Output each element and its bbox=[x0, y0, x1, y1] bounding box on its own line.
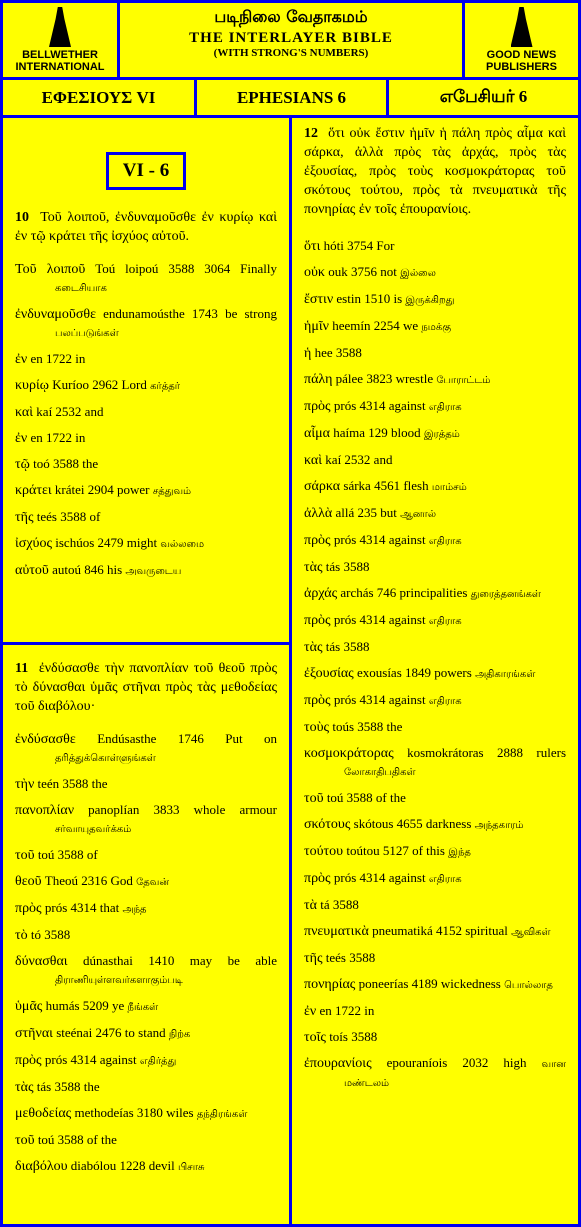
greek-word: ἡμῖν bbox=[304, 319, 329, 334]
transliteration: sárka 4561 flesh bbox=[343, 478, 429, 493]
word-entry bbox=[304, 744, 566, 781]
tamil-gloss: திராணியுள்ளவர்களாகும்படி bbox=[55, 975, 183, 986]
transliteration: Kuríoo 2962 Lord bbox=[52, 377, 147, 392]
greek-word: θεοῦ bbox=[15, 874, 42, 889]
greek-word: ἰσχύος bbox=[15, 536, 53, 551]
transliteration: toú 3588 of the bbox=[326, 790, 406, 805]
greek-word: διαβόλου bbox=[15, 1159, 68, 1174]
transliteration: estin 1510 is bbox=[336, 291, 403, 306]
transliteration: en 1722 in bbox=[30, 351, 86, 366]
word-entry bbox=[304, 263, 566, 282]
tamil-gloss: எதிராக bbox=[428, 616, 462, 627]
word-entry bbox=[15, 403, 277, 421]
bellwether-logo-text: BELLWETHER INTERNATIONAL bbox=[15, 49, 105, 73]
transliteration: tás 3588 bbox=[325, 639, 370, 654]
word-entry bbox=[304, 317, 566, 336]
greek-word: ἐνδυναμοῦσθε bbox=[15, 307, 96, 322]
verse-10-panel bbox=[0, 115, 292, 645]
greek-word: πρὸς bbox=[304, 693, 331, 708]
greek-word: τοῦ bbox=[15, 848, 35, 863]
greek-word: ἐν bbox=[15, 431, 28, 446]
tamil-gloss: கடைசியாக bbox=[55, 283, 107, 294]
greek-word: τῆς bbox=[15, 510, 34, 525]
greek-word: τὰς bbox=[15, 1080, 34, 1095]
title-tamil: படிநிலை வேதாகமம் bbox=[214, 7, 368, 26]
greek-word: τὰς bbox=[304, 640, 323, 655]
tamil-gloss: வான மண்டலம் bbox=[344, 1059, 566, 1089]
word-entry bbox=[15, 872, 277, 891]
word-entry bbox=[15, 429, 277, 447]
transliteration: Theoú 2316 God bbox=[44, 873, 133, 888]
word-entry bbox=[304, 504, 566, 523]
tamil-gloss: ஆனால் bbox=[400, 509, 437, 520]
word-entry bbox=[304, 664, 566, 683]
word-entry bbox=[15, 1078, 277, 1096]
word-entry bbox=[304, 611, 566, 630]
tamil-gloss: அந்த bbox=[122, 904, 147, 915]
word-entry bbox=[15, 1051, 277, 1070]
book-greek: ΕΦΕΣΙΟΥΣ VI bbox=[0, 77, 197, 118]
transliteration: prós 4314 against bbox=[333, 870, 426, 885]
word-entry bbox=[15, 376, 277, 395]
greek-word: πονηρίας bbox=[304, 977, 356, 992]
word-entry bbox=[304, 975, 566, 994]
transliteration: ouk 3756 not bbox=[328, 264, 397, 279]
transliteration: poneerías 4189 wickedness bbox=[358, 976, 501, 991]
transliteration: hee 3588 bbox=[314, 345, 362, 360]
good-news-logo-text: GOOD NEWS PUBLISHERS bbox=[486, 49, 557, 73]
greek-word: πρὸς bbox=[304, 613, 331, 628]
word-entry bbox=[15, 730, 277, 767]
transliteration: en 1722 in bbox=[30, 430, 86, 445]
verse-greek: ὅτι οὐκ ἔστιν ἡμῖν ἡ πάλη πρὸς αἷμα καὶ σάρκα, ἀλλὰ πρὸς τὰς ἀρχάς, πρὸς τὰς ἐξουσίας, πρὸς τοὺς κοσμοκράτορας τοῦ σκότους τούτου, πρὸς τὰ πνευματικὰ τῆς πονηρίας ἐν τοῖς ἐπουρανίοις. bbox=[304, 126, 566, 217]
title-block bbox=[117, 0, 465, 80]
word-entry bbox=[304, 531, 566, 550]
transliteration: tás 3588 the bbox=[36, 1079, 100, 1094]
transliteration: teés 3588 of bbox=[36, 509, 101, 524]
transliteration: ischúos 2479 might bbox=[55, 535, 158, 550]
greek-word: ἡ bbox=[304, 346, 312, 361]
verse-11-panel bbox=[0, 642, 292, 1227]
greek-word: δύνασθαι bbox=[15, 954, 68, 969]
verse-10-entries bbox=[15, 260, 277, 580]
tamil-gloss: அவருடைய bbox=[125, 566, 182, 577]
transliteration: pálee 3823 wrestle bbox=[335, 371, 434, 386]
greek-word: τὰ bbox=[304, 898, 317, 913]
word-entry bbox=[304, 344, 566, 362]
book-english: EPHESIANS 6 bbox=[194, 77, 389, 118]
transliteration: krátei 2904 power bbox=[54, 482, 150, 497]
greek-word: τῷ bbox=[15, 457, 30, 472]
transliteration: prós 4314 against bbox=[333, 692, 426, 707]
transliteration: prós 4314 against bbox=[333, 532, 426, 547]
tamil-gloss: வல்லமை bbox=[160, 539, 205, 550]
tamil-gloss: பிசாசு bbox=[178, 1162, 205, 1173]
tamil-gloss: எதிராக bbox=[428, 874, 462, 885]
greek-word: στῆναι bbox=[15, 1026, 53, 1041]
word-entry bbox=[304, 718, 566, 736]
transliteration: toú 3588 of bbox=[37, 847, 98, 862]
transliteration: toó 3588 the bbox=[33, 456, 99, 471]
greek-word: τοῖς bbox=[304, 1030, 326, 1045]
bell-tower-icon bbox=[49, 7, 71, 47]
word-entry bbox=[304, 558, 566, 576]
transliteration: kosmokrátoras 2888 rulers bbox=[407, 745, 567, 760]
verse-greek: ἐνδύσασθε τὴν πανοπλίαν τοῦ θεοῦ πρὸς τὸ δύνασθαι ὑμᾶς στῆναι πρὸς τὰς μεθοδείας τοῦ διαβόλου· bbox=[15, 661, 278, 714]
tamil-gloss: பலப்படுங்கள் bbox=[55, 328, 119, 339]
word-entry bbox=[15, 260, 277, 297]
greek-word: τὸ bbox=[15, 928, 28, 943]
good-news-logo bbox=[462, 0, 581, 80]
word-entry bbox=[304, 815, 566, 834]
word-entry bbox=[15, 1131, 277, 1149]
greek-word: ἐξουσίας bbox=[304, 666, 354, 681]
tamil-gloss: இந்த bbox=[448, 847, 471, 858]
transliteration: archás 746 principalities bbox=[340, 585, 468, 600]
transliteration: toú 3588 of the bbox=[37, 1132, 117, 1147]
word-entry bbox=[15, 1104, 277, 1123]
transliteration: exousías 1849 powers bbox=[356, 665, 472, 680]
word-entry bbox=[304, 1002, 566, 1020]
greek-word: ὅτι bbox=[304, 239, 321, 254]
transliteration: prós 4314 against bbox=[333, 398, 426, 413]
verse-number: 12 bbox=[304, 126, 318, 141]
greek-word: ἔστιν bbox=[304, 292, 334, 307]
tamil-gloss: தரித்துக்கொள்ளுங்கள் bbox=[55, 753, 156, 764]
verse-11-text bbox=[15, 659, 277, 716]
word-entry bbox=[15, 455, 277, 473]
word-entry bbox=[15, 305, 277, 342]
tamil-gloss: அந்தகாரம் bbox=[474, 820, 524, 831]
tamil-gloss: எதிராக bbox=[428, 696, 462, 707]
greek-word: ἀλλὰ bbox=[304, 506, 333, 521]
verse-10-text bbox=[15, 208, 277, 246]
greek-word: σκότους bbox=[304, 817, 351, 832]
word-entry bbox=[15, 534, 277, 553]
word-entry bbox=[304, 922, 566, 941]
tamil-gloss: பொல்லாத bbox=[504, 980, 553, 991]
lamp-icon bbox=[511, 7, 533, 47]
greek-word: ἐνδύσασθε bbox=[15, 732, 76, 747]
greek-word: αἷμα bbox=[304, 426, 330, 441]
tamil-gloss: இருக்கிறது bbox=[405, 295, 455, 306]
greek-word: ἐπουρανίοις bbox=[304, 1056, 372, 1071]
transliteration: methodeías 3180 wiles bbox=[74, 1105, 194, 1120]
greek-word: ὑμᾶς bbox=[15, 999, 43, 1014]
word-entry bbox=[304, 397, 566, 416]
transliteration: endunamoústhe 1743 be strong bbox=[103, 306, 277, 321]
word-entry bbox=[15, 1024, 277, 1043]
word-entry bbox=[15, 1157, 277, 1176]
word-entry bbox=[15, 899, 277, 918]
transliteration: allá 235 but bbox=[335, 505, 397, 520]
transliteration: prós 4314 against bbox=[44, 1052, 137, 1067]
word-entry bbox=[304, 638, 566, 656]
transliteration: steénai 2476 to stand bbox=[56, 1025, 166, 1040]
transliteration: epouraníois 2032 high bbox=[386, 1055, 527, 1070]
word-entry bbox=[304, 477, 566, 496]
verse-12-entries bbox=[304, 237, 566, 1092]
tamil-gloss: போராட்டம் bbox=[436, 375, 491, 386]
greek-word: ἐν bbox=[304, 1004, 317, 1019]
tamil-gloss: நமக்கு bbox=[421, 322, 452, 333]
greek-word: ἀρχάς bbox=[304, 586, 338, 601]
tamil-gloss: சத்துவம் bbox=[152, 486, 192, 497]
chapter-label: VI - 6 bbox=[106, 152, 186, 190]
greek-word: πάλη bbox=[304, 372, 333, 387]
verse-12-text bbox=[304, 124, 566, 219]
transliteration: toís 3588 bbox=[329, 1029, 378, 1044]
book-tamil: எபேசியர் 6 bbox=[386, 77, 581, 118]
tamil-gloss: நிற்க bbox=[168, 1029, 191, 1040]
transliteration: skótous 4655 darkness bbox=[353, 816, 472, 831]
verse-greek: Τοῦ λοιποῦ, ἐνδυναμοῦσθε ἐν κυρίῳ καὶ ἐν τῷ κράτει τῆς ἰσχύος αὐτοῦ. bbox=[15, 210, 277, 244]
transliteration: pneumatiká 4152 spiritual bbox=[372, 923, 508, 938]
greek-word: τούτου bbox=[304, 844, 344, 859]
word-entry bbox=[304, 949, 566, 967]
word-entry bbox=[304, 424, 566, 443]
greek-word: πρὸς bbox=[15, 901, 42, 916]
greek-word: ἐν bbox=[15, 352, 28, 367]
transliteration: Endúsasthe 1746 Put on bbox=[97, 731, 277, 746]
transliteration: kaí 2532 and bbox=[36, 404, 104, 419]
title-english: THE INTERLAYER BIBLE bbox=[189, 30, 393, 46]
greek-word: Τοῦ λοιποῦ bbox=[15, 262, 86, 277]
greek-word: τοὺς bbox=[304, 720, 330, 735]
greek-word: οὐκ bbox=[304, 265, 325, 280]
tamil-gloss: லோகாதிபதிகள் bbox=[344, 767, 416, 778]
greek-word: τὰς bbox=[304, 560, 323, 575]
tamil-gloss: தந்திரங்கள் bbox=[196, 1109, 248, 1120]
transliteration: humás 5209 ye bbox=[45, 998, 125, 1013]
title-subtitle: (WITH STRONG'S NUMBERS) bbox=[213, 47, 369, 59]
word-entry bbox=[15, 926, 277, 944]
word-entry bbox=[304, 451, 566, 469]
transliteration: teén 3588 the bbox=[37, 776, 108, 791]
transliteration: teés 3588 bbox=[325, 950, 376, 965]
greek-word: καὶ bbox=[304, 453, 323, 468]
tamil-gloss: ஆவிகள் bbox=[511, 927, 551, 938]
word-entry bbox=[15, 846, 277, 864]
verse-11-entries bbox=[15, 730, 277, 1176]
word-entry bbox=[15, 481, 277, 500]
greek-word: αὐτοῦ bbox=[15, 563, 49, 578]
greek-word: κοσμοκράτορας bbox=[304, 746, 394, 761]
transliteration: kaí 2532 and bbox=[325, 452, 393, 467]
word-entry bbox=[304, 1028, 566, 1046]
word-entry bbox=[15, 350, 277, 368]
word-entry bbox=[15, 801, 277, 838]
word-entry bbox=[304, 584, 566, 603]
transliteration: diabólou 1228 devil bbox=[70, 1158, 175, 1173]
transliteration: panoplían 3833 whole armour bbox=[88, 802, 278, 817]
word-entry bbox=[304, 1054, 566, 1092]
transliteration: haíma 129 blood bbox=[333, 425, 421, 440]
transliteration: autoú 846 his bbox=[52, 562, 123, 577]
transliteration: toús 3588 the bbox=[332, 719, 403, 734]
word-entry bbox=[304, 896, 566, 914]
transliteration: hóti 3754 For bbox=[323, 238, 395, 253]
tamil-gloss: நீங்கள் bbox=[127, 1002, 159, 1013]
word-entry bbox=[15, 561, 277, 580]
word-entry bbox=[304, 370, 566, 389]
greek-word: κράτει bbox=[15, 483, 52, 498]
tamil-gloss: எதிர்த்து bbox=[139, 1056, 177, 1067]
greek-word: πρὸς bbox=[304, 533, 331, 548]
verse-12-panel bbox=[289, 115, 581, 1227]
tamil-gloss: மாம்சம் bbox=[431, 482, 467, 493]
greek-word: σάρκα bbox=[304, 479, 341, 494]
tamil-gloss: துரைத்தனங்கள் bbox=[470, 589, 541, 600]
greek-word: πρὸς bbox=[304, 399, 331, 414]
transliteration: dúnasthai 1410 may be able bbox=[83, 953, 277, 968]
greek-word: τῆς bbox=[304, 951, 323, 966]
tamil-gloss: எதிராக bbox=[428, 536, 462, 547]
word-entry bbox=[15, 775, 277, 793]
word-entry bbox=[15, 997, 277, 1016]
verse-number: 11 bbox=[15, 661, 29, 676]
greek-word: τὴν bbox=[15, 777, 35, 792]
word-entry bbox=[15, 508, 277, 526]
verse-number: 10 bbox=[15, 210, 29, 225]
transliteration: heemín 2254 we bbox=[332, 318, 419, 333]
transliteration: Toú loipoú 3588 3064 Finally bbox=[95, 261, 278, 276]
greek-word: τοῦ bbox=[15, 1133, 35, 1148]
transliteration: tó 3588 bbox=[30, 927, 71, 942]
transliteration: en 1722 in bbox=[319, 1003, 375, 1018]
tamil-gloss: இல்லை bbox=[400, 268, 436, 279]
word-entry bbox=[304, 842, 566, 861]
transliteration: tá 3588 bbox=[320, 897, 359, 912]
word-entry bbox=[304, 869, 566, 888]
tamil-gloss: அதிகாரங்கள் bbox=[475, 669, 536, 680]
greek-word: πνευματικὰ bbox=[304, 924, 369, 939]
transliteration: tás 3588 bbox=[325, 559, 370, 574]
tamil-gloss: இரத்தம் bbox=[423, 429, 460, 440]
word-entry bbox=[304, 789, 566, 807]
greek-word: τοῦ bbox=[304, 791, 324, 806]
greek-word: κυρίῳ bbox=[15, 378, 49, 393]
word-entry bbox=[304, 290, 566, 309]
greek-word: μεθοδείας bbox=[15, 1106, 72, 1121]
transliteration: toútou 5127 of this bbox=[346, 843, 445, 858]
transliteration: prós 4314 against bbox=[333, 612, 426, 627]
tamil-gloss: கர்த்தர் bbox=[150, 381, 180, 392]
tamil-gloss: தேவன் bbox=[136, 877, 170, 888]
greek-word: καὶ bbox=[15, 405, 34, 420]
greek-word: πρὸς bbox=[15, 1053, 42, 1068]
word-entry bbox=[304, 237, 566, 255]
greek-word: πανοπλίαν bbox=[15, 803, 75, 818]
bellwether-logo bbox=[0, 0, 120, 80]
word-entry bbox=[304, 691, 566, 710]
word-entry bbox=[15, 952, 277, 989]
tamil-gloss: சர்வாயுதவர்க்கம் bbox=[55, 824, 132, 835]
transliteration: prós 4314 that bbox=[44, 900, 120, 915]
greek-word: πρὸς bbox=[304, 871, 331, 886]
tamil-gloss: எதிராக bbox=[428, 402, 462, 413]
